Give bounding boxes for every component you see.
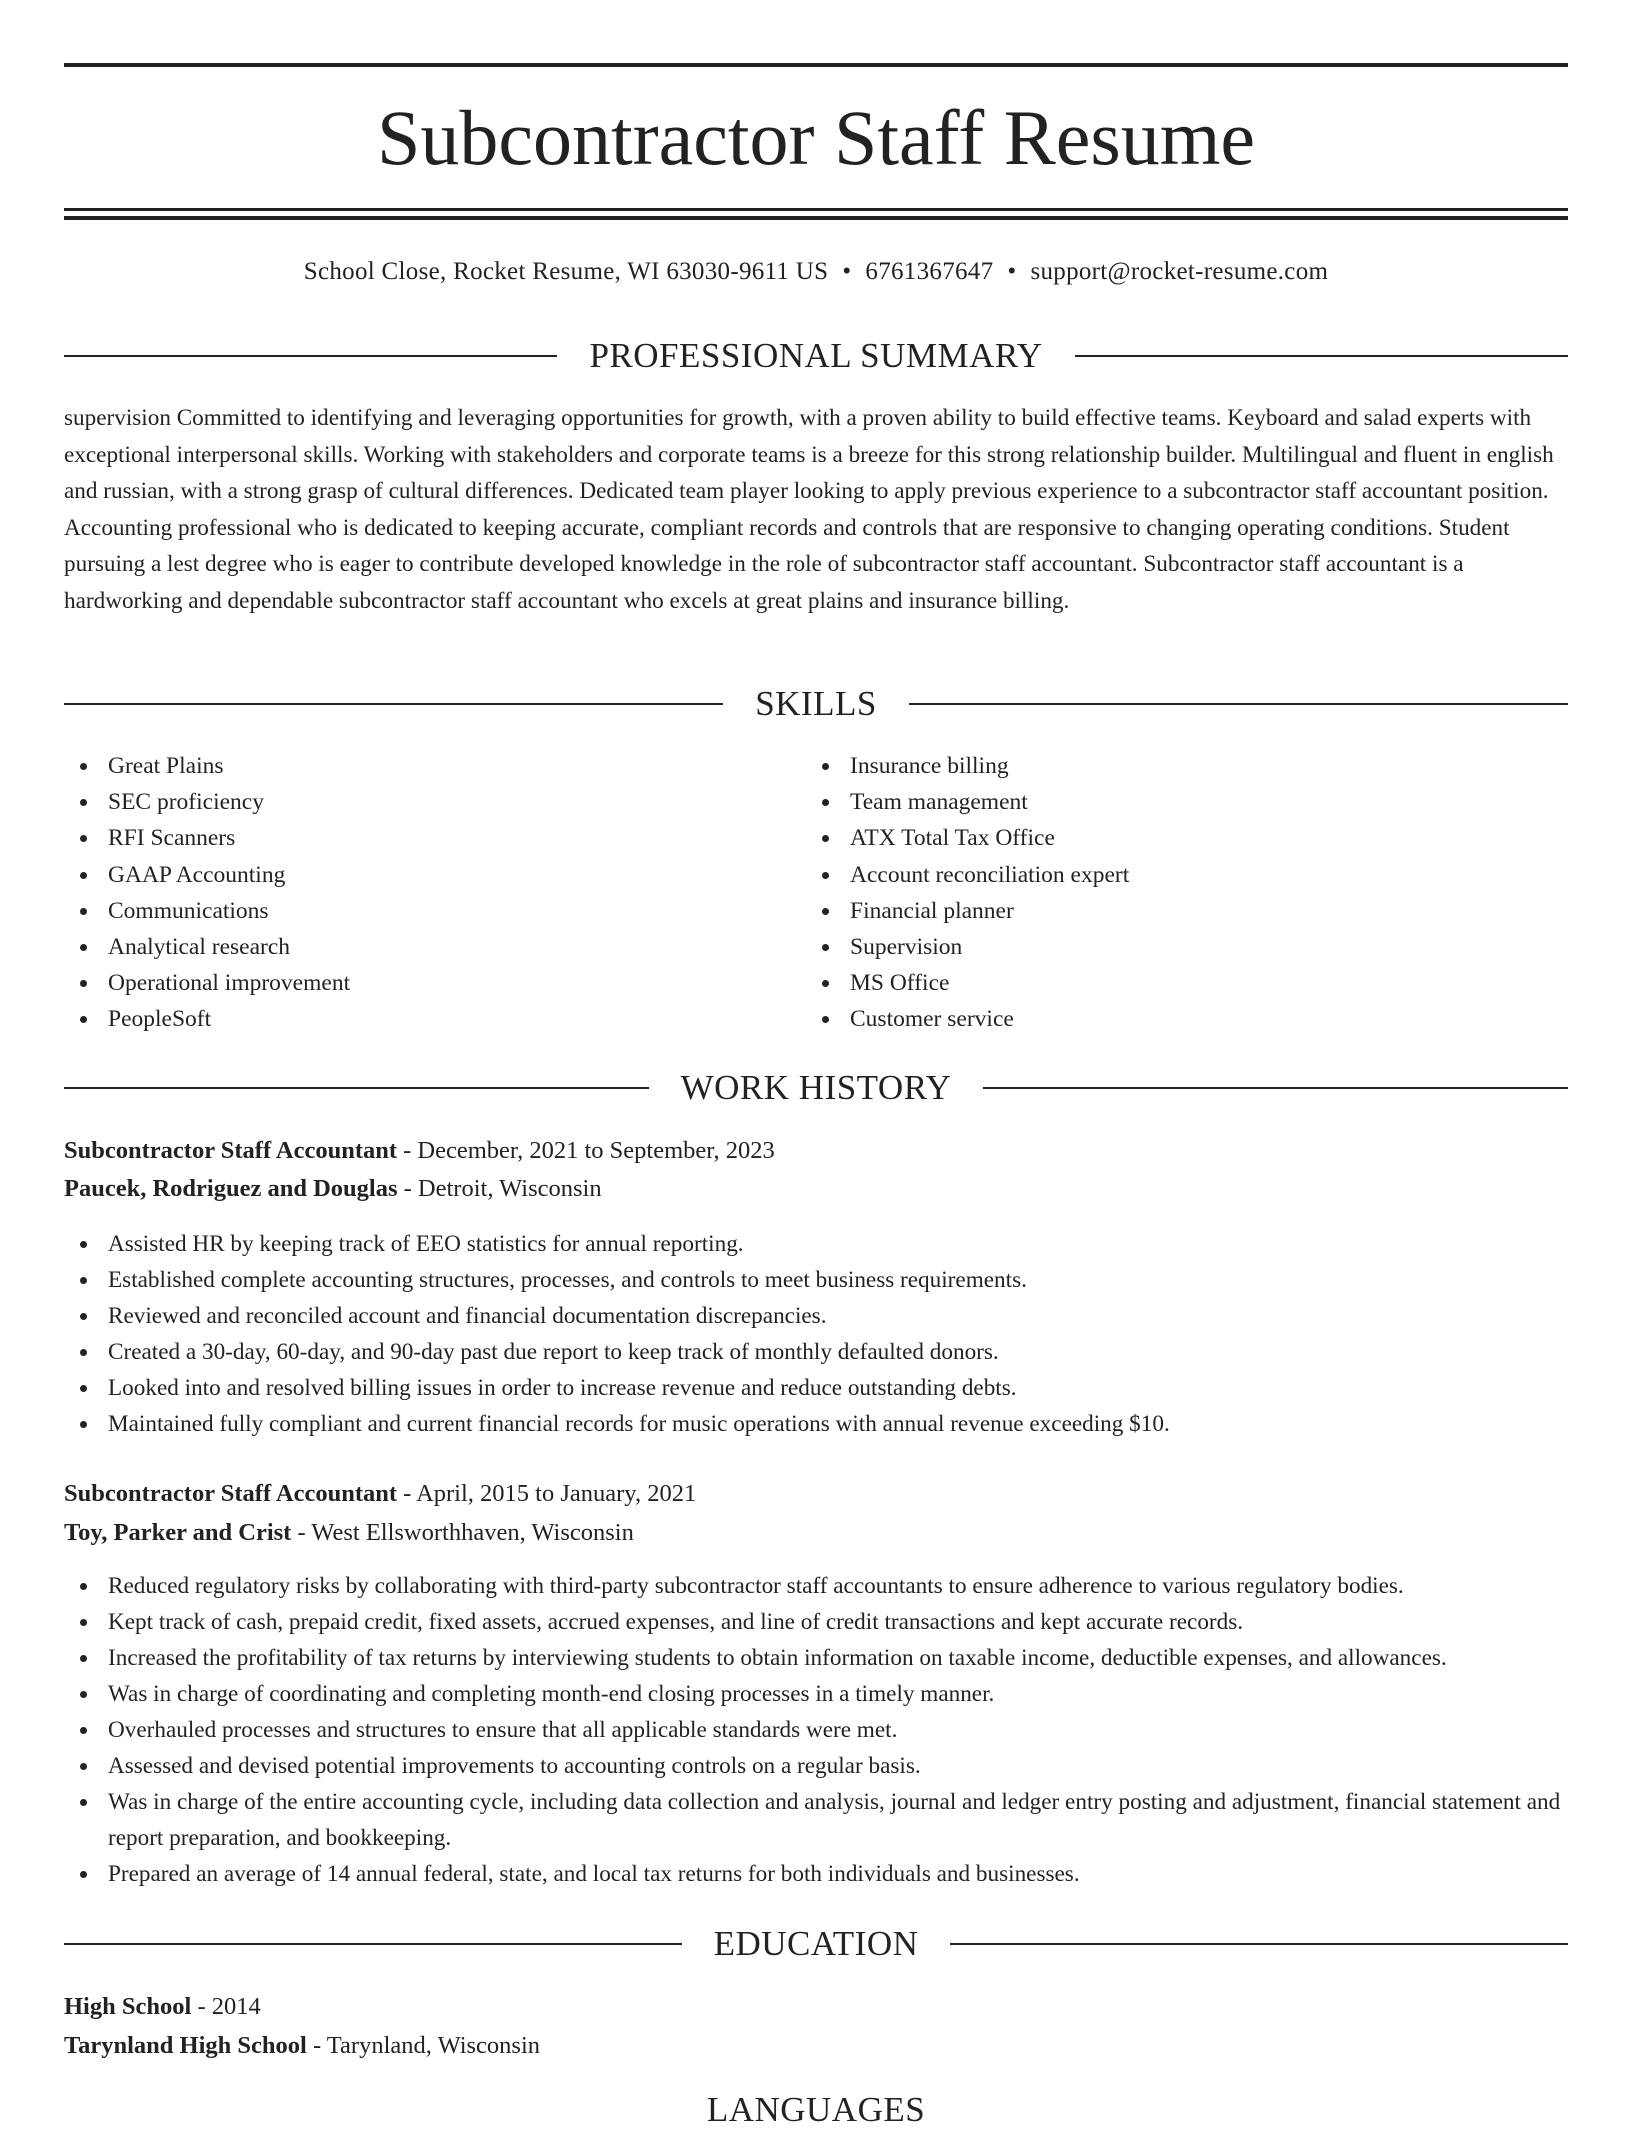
skill-item: Financial planner — [806, 893, 1566, 929]
education-year: - 2014 — [191, 1993, 261, 2020]
section-title: WORK HISTORY — [680, 1068, 952, 1107]
skill-item: Operational improvement — [64, 965, 804, 1001]
job-company: Toy, Parker and Crist — [64, 1519, 292, 1546]
section-title: PROFESSIONAL SUMMARY — [589, 336, 1043, 375]
education-degree: High School — [64, 1993, 192, 2020]
job-bullet: Was in charge of the entire accounting cycle, including data collection and analysis, journal and ledger entry posting and adjustment, financial statement and report preparation, and bookkeeping. — [64, 1784, 1568, 1856]
job-title-line — [64, 1132, 1568, 1170]
job-company-line — [64, 1170, 1568, 1208]
skill-item: PeopleSoft — [64, 1001, 804, 1037]
top-rule — [64, 63, 1568, 67]
skill-item: MS Office — [806, 965, 1566, 1001]
job-bullet: Reviewed and reconciled account and financial documentation discrepancies. — [64, 1298, 1568, 1334]
section-rule — [64, 703, 723, 705]
education-school-line — [64, 2027, 1568, 2065]
section-header-work — [64, 1066, 1568, 1110]
contact-email: support@rocket-resume.com — [1030, 258, 1329, 285]
job-title: Subcontractor Staff Accountant — [64, 1137, 398, 1164]
skill-item: Supervision — [806, 929, 1566, 965]
job-location: - Detroit, Wisconsin — [397, 1175, 602, 1202]
education-school: Tarynland High School — [64, 2032, 307, 2059]
skill-item: Insurance billing — [806, 748, 1566, 784]
title-rule-lower — [64, 216, 1568, 220]
resume-title: Subcontractor Staff Resume — [376, 94, 1256, 181]
skills-list-left — [64, 748, 804, 1038]
skill-item: Customer service — [806, 1001, 1566, 1037]
section-rule — [983, 1087, 1568, 1089]
job-company-line — [64, 1514, 1568, 1552]
job-bullet: Was in charge of coordinating and completing month-end closing processes in a timely manner. — [64, 1676, 1568, 1712]
section-rule — [64, 1943, 682, 1945]
section-rule — [909, 703, 1568, 705]
title-rule-upper — [64, 208, 1568, 211]
contact-separator: • — [842, 258, 852, 285]
job-bullet: Overhauled processes and structures to ensure that all applicable standards were met. — [64, 1712, 1568, 1748]
education-degree-line — [64, 1988, 1568, 2026]
job-bullet: Created a 30-day, 60-day, and 90-day past due report to keep track of monthly defaulted donors. — [64, 1334, 1568, 1370]
skill-item: SEC proficiency — [64, 784, 804, 820]
summary-paragraph: supervision Committed to identifying and leveraging opportunities for growth, with a proven ability to build effective teams. Keyboard and salad experts with exceptional interpersonal skills. Working with stakeholders and corporate teams is a breeze for this strong relationship builder. Multilingual and fluent in english and russian, with a strong grasp of cultural differences. Dedicated team player looking to apply previous experience to a subcontractor staff accountant position. Accounting professional who is dedicated to keeping accurate, compliant records and controls that are responsive to changing operating conditions. Student pursuing a lest degree who is eager to contribute developed knowledge in the role of subcontractor staff accountant. Subcontractor staff accountant is a hardworking and dependable subcontractor staff accountant who excels at great plains and insurance billing. — [64, 405, 1554, 614]
skill-item: RFI Scanners — [64, 820, 804, 856]
job-bullet: Established complete accounting structures, processes, and controls to meet business requirements. — [64, 1262, 1568, 1298]
skill-item: Team management — [806, 784, 1566, 820]
job-bullets — [64, 1226, 1568, 1442]
contact-address: School Close, Rocket Resume, WI 63030-9611 US — [303, 258, 829, 285]
job-bullet: Looked into and resolved billing issues in order to increase revenue and reduce outstanding debts. — [64, 1370, 1568, 1406]
skill-item: Communications — [64, 893, 804, 929]
skill-item: Account reconciliation expert — [806, 857, 1566, 893]
contact-line — [64, 254, 1568, 290]
job-bullet: Assisted HR by keeping track of EEO statistics for annual reporting. — [64, 1226, 1568, 1262]
job-bullets — [64, 1568, 1568, 1892]
job-dates: - December, 2021 to September, 2023 — [397, 1137, 775, 1164]
job-bullet: Reduced regulatory risks by collaborating with third-party subcontractor staff accountants to ensure adherence to various regulatory bodies. — [64, 1568, 1568, 1604]
education-location: - Tarynland, Wisconsin — [306, 2032, 541, 2059]
skill-item: Analytical research — [64, 929, 804, 965]
section-title: SKILLS — [755, 684, 877, 723]
contact-phone: 6761367647 — [865, 258, 994, 285]
job-title-line — [64, 1475, 1568, 1513]
section-rule — [64, 355, 557, 357]
job-location: - West Ellsworthhaven, Wisconsin — [291, 1519, 634, 1546]
section-header-education — [64, 1922, 1568, 1966]
job-title: Subcontractor Staff Accountant — [64, 1480, 398, 1507]
section-rule — [950, 1943, 1568, 1945]
job-company: Paucek, Rodriguez and Douglas — [64, 1175, 398, 1202]
section-title: LANGUAGES — [706, 2090, 926, 2129]
job-bullet: Prepared an average of 14 annual federal, state, and local tax returns for both individuals and businesses. — [64, 1856, 1568, 1892]
section-header-languages — [64, 2088, 1568, 2132]
section-rule — [64, 1087, 649, 1089]
section-rule — [1075, 355, 1568, 357]
skills-list-right — [806, 748, 1566, 1038]
job-bullet: Increased the profitability of tax returns by interviewing students to obtain information on taxable income, deductible expenses, and allowances. — [64, 1640, 1568, 1676]
job-bullet: Assessed and devised potential improvements to accounting controls on a regular basis. — [64, 1748, 1568, 1784]
section-header-skills — [64, 682, 1568, 726]
skill-item: ATX Total Tax Office — [806, 820, 1566, 856]
section-title: EDUCATION — [713, 1924, 919, 1963]
job-dates: - April, 2015 to January, 2021 — [397, 1480, 697, 1507]
contact-separator: • — [1007, 258, 1017, 285]
skill-item: GAAP Accounting — [64, 857, 804, 893]
section-header-summary — [64, 334, 1568, 378]
job-bullet: Kept track of cash, prepaid credit, fixed assets, accrued expenses, and line of credit transactions and kept accurate records. — [64, 1604, 1568, 1640]
skill-item: Great Plains — [64, 748, 804, 784]
job-bullet: Maintained fully compliant and current financial records for music operations with annual revenue exceeding $10. — [64, 1406, 1568, 1442]
